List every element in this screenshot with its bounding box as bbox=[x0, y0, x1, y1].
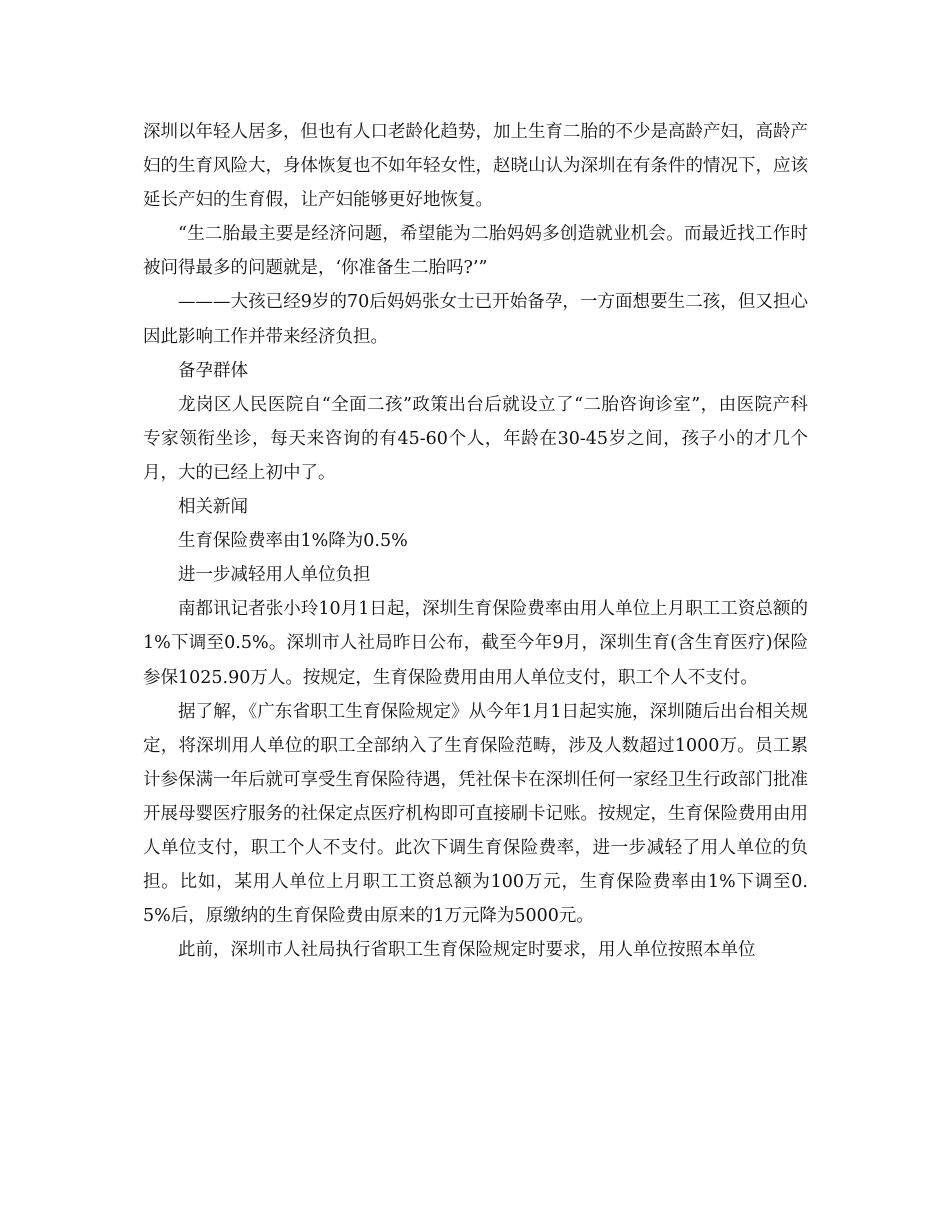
paragraph-3: ———大孩已经9岁的70后妈妈张女士已开始备孕，一方面想要生二孩，但又担心因此影响工作并带来经济负担。 bbox=[143, 292, 808, 347]
news-headline: 生育保险费率由1%降为0.5% bbox=[178, 531, 408, 552]
paragraph-10: 据了解，《广东省职工生育保险规定》从今年1月1日起实施，深圳随后出台相关规定，将深圳用人单位的职工全部纳入了生育保险范畴，涉及人数超过1000万。员工累计参保满一年后就可享受生育保险待遇，凭社保卡在深圳任何一家经卫生行政部门批准开展母婴医疗服务的社保定点医疗机构即可直接刷卡记账。按规定，生育保险费用由用人单位支付，职工个人不支付。此次下调生育保险费率，进一步减轻了用人单位的负担。比如，某用人单位上月职工工资总额为100万元，生育保险费率由1%下调至0.5%后，原缴纳的生育保险费由原来的1万元降为5000元。 bbox=[143, 701, 808, 927]
section-heading-pregnancy-group: 备孕群体 bbox=[178, 360, 248, 381]
paragraph-9: 南都讯记者张小玲10月1日起，深圳生育保险费率由用人单位上月职工工资总额的1%下调至0.5%。深圳市人社局昨日公布，截至今年9月，深圳生育(含生育医疗)保险参保1025.90万人。按规定，生育保险费用由用人单位支付，职工个人不支付。 bbox=[143, 599, 808, 688]
news-subheadline: 进一步减轻用人单位负担 bbox=[178, 565, 371, 586]
paragraph-11: 此前，深圳市人社局执行省职工生育保险规定时要求，用人单位按照本单位 bbox=[178, 940, 756, 961]
document-body bbox=[143, 115, 808, 967]
paragraph-1: 深圳以年轻人居多，但也有人口老龄化趋势，加上生育二胎的不少是高龄产妇，高龄产妇的生育风险大，身体恢复也不如年轻女性，赵晓山认为深圳在有条件的情况下，应该延长产妇的生育假，让产妇能够更好地恢复。 bbox=[143, 122, 808, 211]
section-heading-related-news: 相关新闻 bbox=[178, 497, 248, 518]
paragraph-2: “生二胎最主要是经济问题，希望能为二胎妈妈多创造就业机会。而最近找工作时被问得最多的问题就是，‘你准备生二胎吗?’” bbox=[143, 224, 808, 279]
paragraph-5: 龙岗区人民医院自“全面二孩”政策出台后就设立了“二胎咨询诊室”，由医院产科专家领衔坐诊，每天来咨询的有45-60个人，年龄在30-45岁之间，孩子小的才几个月，大的已经上初中了。 bbox=[143, 394, 808, 483]
